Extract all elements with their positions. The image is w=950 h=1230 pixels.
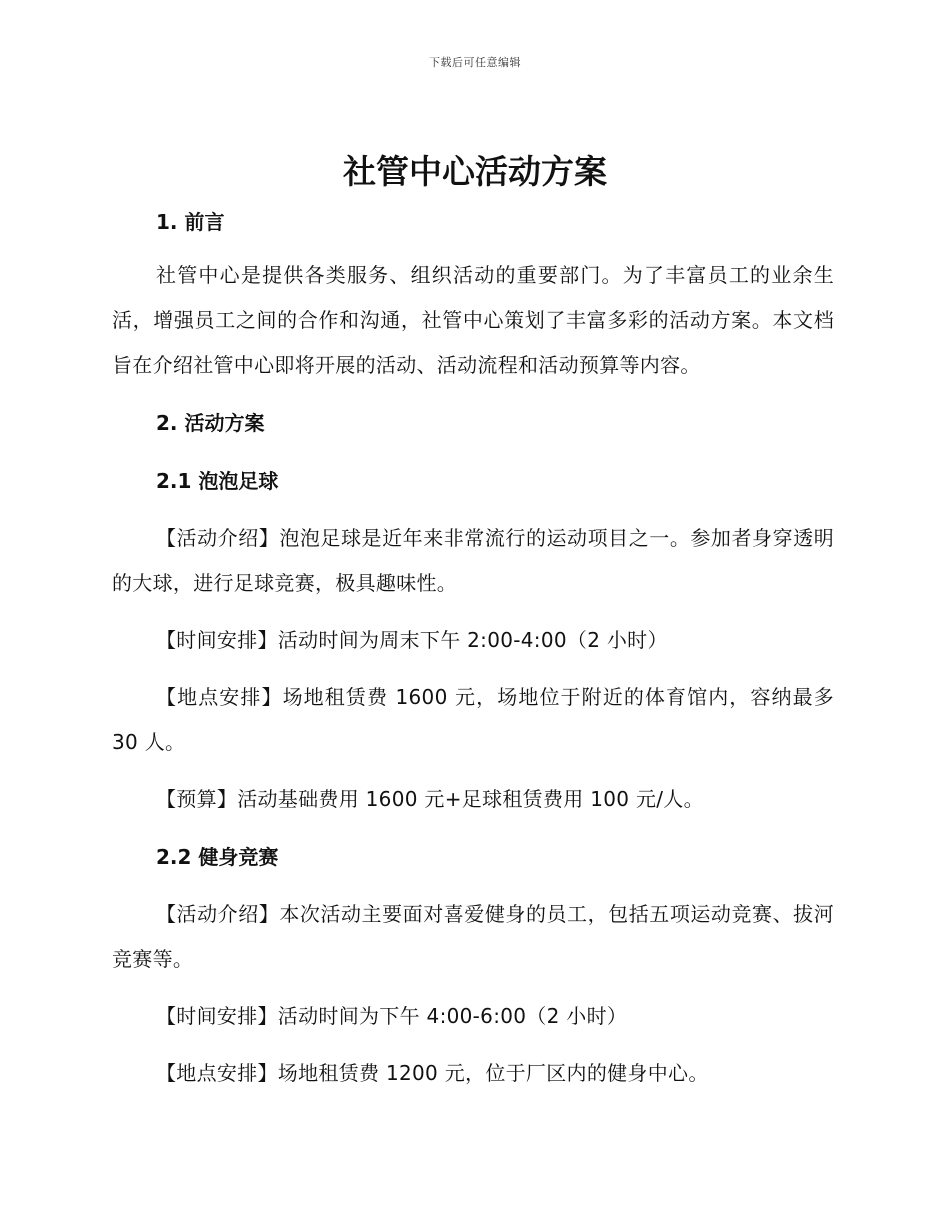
subsection-heading-fitness-contest: 2.2 健身竞赛 — [156, 845, 279, 869]
preface-paragraph: 社管中心是提供各类服务、组织活动的重要部门。为了丰富员工的业余生活，增强员工之间的合作和沟通，社管中心策划了丰富多彩的活动方案。本文档旨在介绍社管中心即将开展的活动、活动流程和活动预算等内容。 — [112, 263, 834, 377]
section-heading-plan: 2. 活动方案 — [156, 411, 265, 435]
document-body — [112, 199, 834, 1108]
bubble-soccer-budget: 【预算】活动基础费用 1600 元+足球租赁费用 100 元/人。 — [156, 787, 704, 811]
subsection-heading-bubble-soccer: 2.1 泡泡足球 — [156, 469, 279, 493]
section-heading-preface: 1. 前言 — [156, 210, 225, 234]
bubble-soccer-time: 【时间安排】活动时间为周末下午 2:00-4:00（2 小时） — [156, 628, 668, 652]
bubble-soccer-venue: 【地点安排】场地租赁费 1600 元，场地位于附近的体育馆内，容纳最多 30 人。 — [112, 685, 834, 754]
header-note: 下载后可任意编辑 — [429, 56, 521, 69]
fitness-contest-time: 【时间安排】活动时间为下午 4:00-6:00（2 小时） — [156, 1004, 628, 1028]
document-title: 社管中心活动方案 — [343, 152, 607, 191]
fitness-contest-venue: 【地点安排】场地租赁费 1200 元，位于厂区内的健身中心。 — [156, 1061, 709, 1085]
bubble-soccer-intro: 【活动介绍】泡泡足球是近年来非常流行的运动项目之一。参加者身穿透明的大球，进行足球竞赛，极具趣味性。 — [112, 526, 834, 595]
fitness-contest-intro: 【活动介绍】本次活动主要面对喜爱健身的员工，包括五项运动竞赛、拔河竞赛等。 — [112, 902, 834, 971]
